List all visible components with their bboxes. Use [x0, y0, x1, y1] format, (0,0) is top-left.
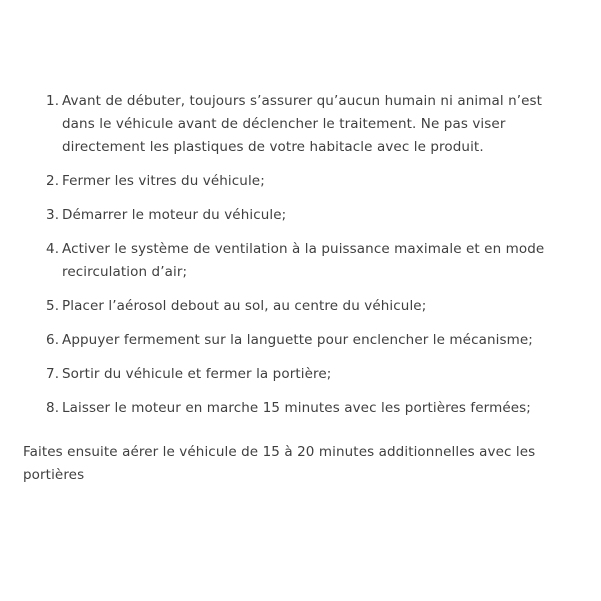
step-text: Démarrer le moteur du véhicule;: [62, 207, 287, 223]
step-text: Laisser le moteur en marche 15 minutes avec les portières fermées;: [62, 400, 531, 416]
step-number: 3.: [46, 207, 60, 223]
list-item-2: [46, 170, 562, 193]
list-item-3: [46, 204, 562, 227]
step-number: 2.: [46, 173, 60, 189]
step-text: Sortir du véhicule et fermer la portière;: [62, 366, 332, 382]
instructions-list: [46, 90, 562, 431]
step-text: Activer le système de ventilation à la puissance maximale et en mode recirculation d’air;: [62, 241, 545, 280]
step-number: 5.: [46, 298, 60, 314]
step-number: 6.: [46, 332, 60, 348]
step-text: Avant de débuter, toujours s’assurer qu’aucun humain ni animal n’est dans le véhicule avant de déclencher le traitement. Ne pas viser directement les plastiques de votre habitacle avec le produit.: [62, 93, 543, 155]
closing-note: Faites ensuite aérer le véhicule de 15 à 20 minutes additionnelles avec les portières: [23, 444, 536, 483]
step-number: 8.: [46, 400, 60, 416]
list-item-5: [46, 295, 562, 318]
list-item-1: [46, 90, 562, 159]
step-text: Placer l’aérosol debout au sol, au centre du véhicule;: [62, 298, 427, 314]
step-number: 7.: [46, 366, 60, 382]
step-text: Appuyer fermement sur la languette pour enclencher le mécanisme;: [62, 332, 533, 348]
step-text: Fermer les vitres du véhicule;: [62, 173, 265, 189]
list-item-7: [46, 363, 562, 386]
step-number: 4.: [46, 241, 60, 257]
list-item-4: [46, 238, 562, 284]
list-item-8: [46, 397, 562, 420]
step-number: 1.: [46, 93, 60, 109]
list-item-6: [46, 329, 562, 352]
